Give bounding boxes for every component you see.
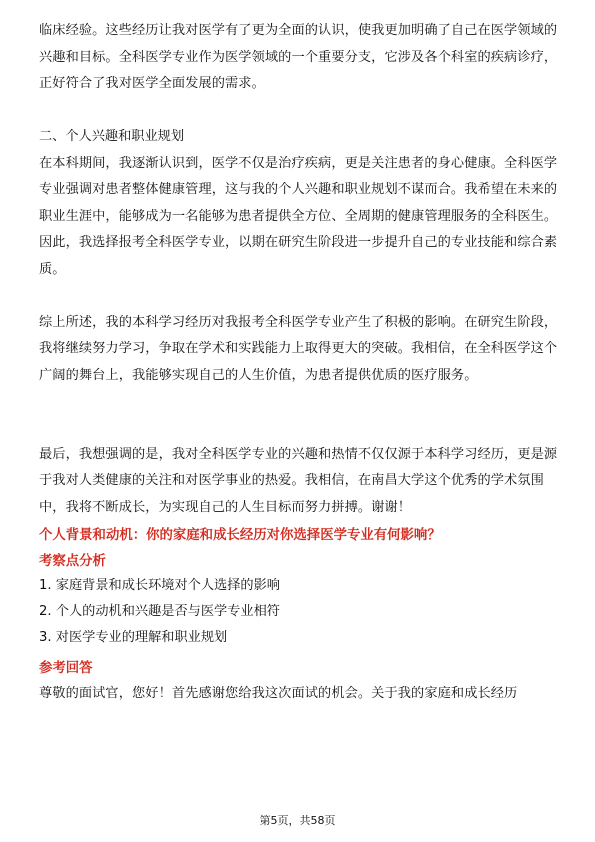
section-heading-interest: 二、个人兴趣和职业规划	[39, 129, 185, 144]
paragraph-4: 最后，我想强调的是，我对全科医学专业的兴趣和热情不仅仅源于本科学习经历，更是源于我对人类健康的关注和对医学事业的热爱。我相信，在南昌大学这个优秀的学术氛围中，我将不断成长，为实现自己的人生目标而努力拼搏。谢谢！	[39, 446, 558, 515]
page-content	[39, 18, 564, 707]
list-item: 1. 家庭背景和成长环境对个人选择的影响	[39, 577, 280, 593]
spacer	[39, 416, 564, 442]
paragraph-1: 临床经验。这些经历让我对医学有了更为全面的认识，使我更加明确了自己在医学领域的兴趣和目标。全科医学专业作为医学领域的一个重要分支，它涉及各个科室的疾病诊疗，正好符合了我对医学全面发展的需求。	[39, 23, 558, 92]
spacer	[39, 284, 564, 310]
analysis-heading: 考察点分析	[39, 553, 106, 569]
spacer	[39, 98, 564, 125]
answer-paragraph: 尊敬的面试官，您好！首先感谢您给我这次面试的机会。关于我的家庭和成长经历	[39, 685, 518, 701]
paragraph-2: 在本科期间，我逐渐认识到，医学不仅是治疗疾病，更是关注患者的身心健康。全科医学专业强调对患者整体健康管理，这与我的个人兴趣和职业规划不谋而合。我希望在未来的职业生涯中，能够成为一名能够为患者提供全方位、全周期的健康管理服务的全科医生。因此，我选择报考全科医学专业，以期在研究生阶段进一步提升自己的专业技能和综合素质。	[39, 155, 558, 277]
list-item: 2. 个人的动机和兴趣是否与医学专业相符	[39, 603, 280, 619]
question-title: 个人背景和动机：你的家庭和成长经历对你选择医学专业有何影响？	[39, 527, 441, 543]
answer-heading: 参考回答	[39, 660, 93, 676]
analysis-list	[39, 573, 564, 651]
list-item: 3. 对医学专业的理解和职业规划	[39, 629, 228, 645]
paragraph-3: 综上所述，我的本科学习经历对我报考全科医学专业产生了积极的影响。在研究生阶段，我将继续努力学习，争取在学术和实践能力上取得更大的突破。我相信，在全科医学这个广阔的舞台上，我能够实现自己的人生价值，为患者提供优质的医疗服务。	[39, 314, 558, 383]
page-number-footer: 第5页，共58页	[259, 814, 336, 827]
